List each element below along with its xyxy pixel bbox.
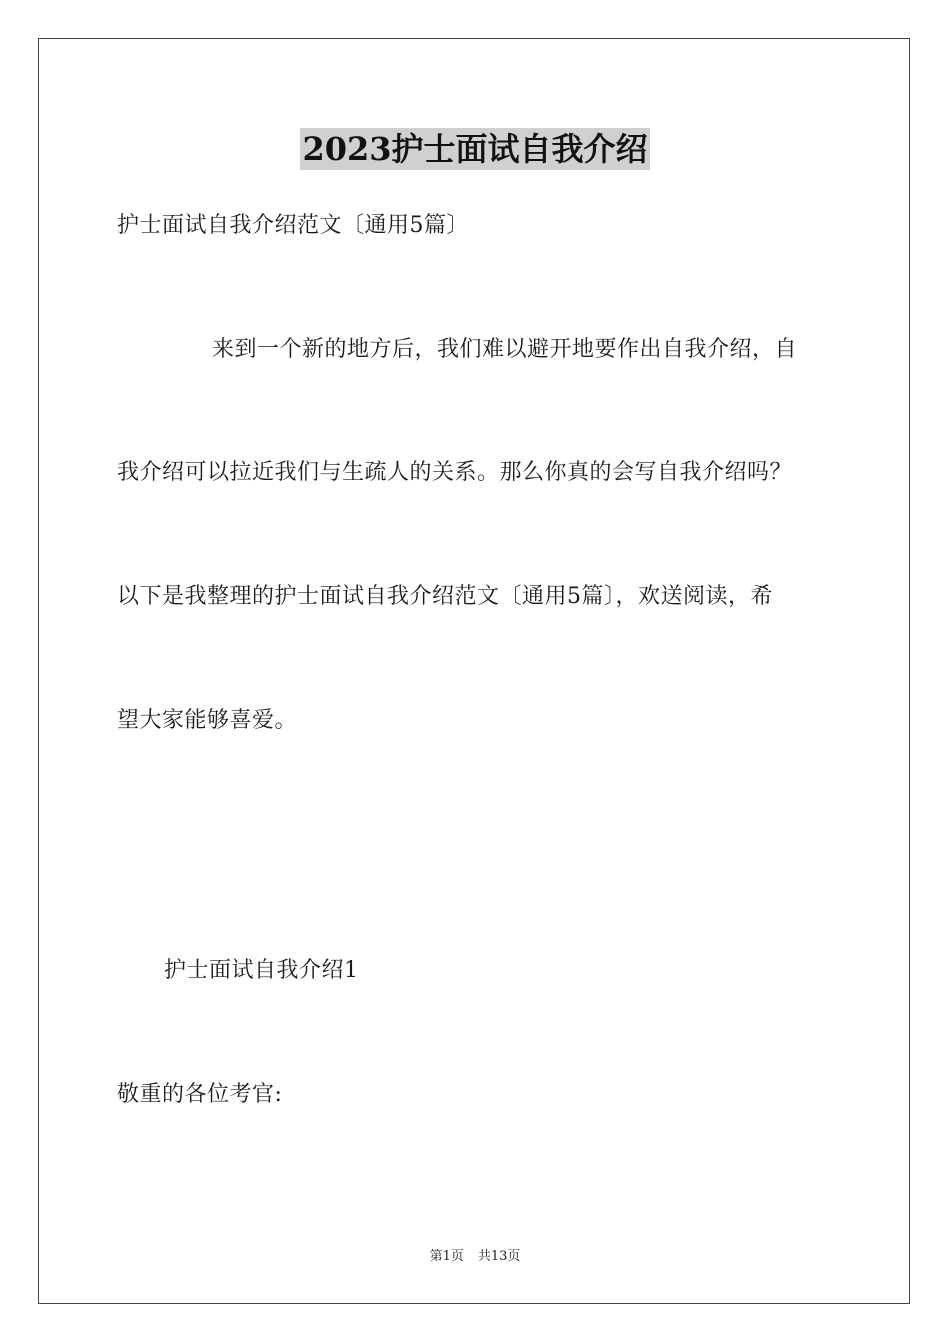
- intro-line-3: 以下是我整理的护士面试自我介绍范文〔通用5篇〕，欢送阅读，希: [117, 584, 773, 609]
- intro-line-2: 我介绍可以拉近我们与生疏人的关系。那么你真的会写自我介绍吗？: [117, 460, 793, 485]
- document-subtitle: 护士面试自我介绍范文〔通用5篇〕: [117, 213, 469, 238]
- intro-line-4: 望大家能够喜爱。: [117, 708, 298, 733]
- page-total: 共13页: [477, 1249, 521, 1264]
- title-container: [0, 128, 950, 170]
- page-number: 第1页: [429, 1249, 464, 1264]
- page-footer: [0, 1247, 950, 1267]
- greeting-line: 敬重的各位考官:: [117, 1082, 283, 1107]
- section-heading: 护士面试自我介绍1: [164, 958, 359, 983]
- document-title: 2023护士面试自我介绍: [302, 130, 648, 168]
- intro-line-1: 来到一个新的地方后，我们难以避开地要作出自我介绍，自: [212, 337, 798, 362]
